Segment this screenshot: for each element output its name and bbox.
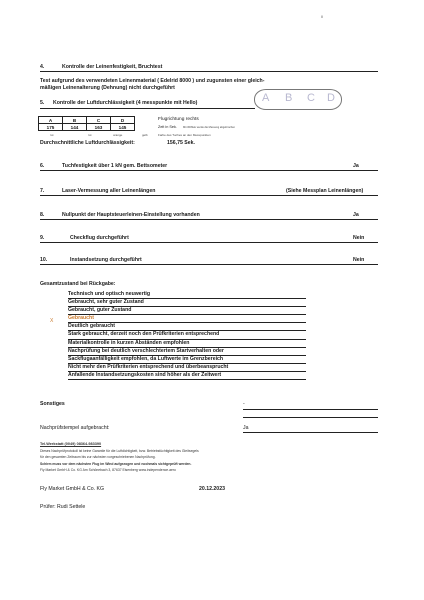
- sonstiges-label: Sonstiges: [40, 401, 65, 407]
- sonstiges-line-2: [243, 417, 378, 418]
- color-c: orange: [113, 133, 123, 137]
- company-address: Fly Market GmbH & Co. KG Am Schönebach 3, 87637 Eisenberg www.independence.aero: [40, 468, 176, 472]
- color-d: gelb: [142, 133, 148, 137]
- section-10-number: 10.: [40, 257, 48, 263]
- section-9-title: Checkflug durchgeführt: [70, 235, 129, 241]
- point-letter-c: C: [307, 92, 315, 104]
- section-6-number: 6.: [40, 163, 45, 169]
- section-4-divider: [40, 71, 378, 72]
- condition-item: Deutlich gebraucht: [68, 323, 306, 331]
- section-8-divider: [40, 219, 378, 220]
- section-5-number: 5.: [40, 100, 45, 106]
- disclaimer-line-2: für den gesamten Zeitraum bis zur nächsten vorgeschriebenen Nachprüfung.: [40, 455, 156, 459]
- condition-item: Nachprüfung bei deutlich verschlechtertem Startverhalten oder: [68, 348, 306, 356]
- color-a: rot: [50, 133, 54, 137]
- company-name: Fly Market GmbH & Co. KG: [40, 486, 104, 492]
- sonstiges-value: -: [243, 401, 245, 407]
- section-6-title: Tuchfestigkeit über 1 kN gem. Bettsometer: [62, 163, 168, 169]
- permeability-table: [38, 116, 135, 131]
- section-9-divider: [40, 242, 378, 243]
- header-a: A: [39, 117, 63, 124]
- stamp-value: Ja: [243, 425, 249, 431]
- section-4-text-2: mäßigen Leinenalterung (Dehnung) nicht durchgeführt: [40, 85, 175, 91]
- corner-mark: II: [321, 14, 324, 19]
- section-7-title: Laser-Vermessung aller Leinenlängen: [62, 188, 156, 194]
- section-5-title: Kontrolle der Luftdurchlässigkeit (4 messpunkte mit Hello): [53, 100, 198, 106]
- color-note: Farbe des Tuches an den Messpunkten: [158, 133, 211, 137]
- workshop-phone: Tel.Werkstatt (0049) 08364-983390: [40, 442, 102, 446]
- header-c: C: [87, 117, 111, 124]
- condition-item: Nicht mehr den Prüfkriterien entsprechend und überbeansprucht: [68, 364, 306, 372]
- condition-item: Sackflugaanfälligkeit empfohlen, da Luftwerte im Grenzbereich: [68, 356, 306, 364]
- section-7-divider: [40, 195, 378, 196]
- condition-item: Technisch und optisch neuwertig: [68, 291, 306, 299]
- inspector-name: Prüfer: Rudi Settele: [40, 504, 86, 510]
- avg-permeability-value: 156,75 Sek.: [167, 140, 195, 146]
- stamp-label: Nachprüfstempel aufgebracht:: [40, 425, 110, 431]
- value-d: 145: [111, 124, 135, 131]
- report-date: 20.12.2023: [199, 486, 225, 492]
- value-a: 175: [39, 124, 63, 131]
- sonstiges-line-1: [243, 409, 378, 410]
- section-10-divider: [40, 264, 378, 265]
- header-d: D: [111, 117, 135, 124]
- condition-item-selected: Gebraucht: [68, 315, 306, 323]
- permeability-value-row: [39, 124, 135, 131]
- section-4-text-1: Test aufgrund des verwendeten Leinenmaterial ( Edelrid 8000 ) und zugunsten einer gleich-: [40, 78, 265, 84]
- section-5-divider: [40, 108, 255, 109]
- flight-direction: Flugrichtung rechts: [158, 117, 199, 122]
- condition-item: Anfallende Instandsetzungskosten sind höher als der Zeitwert: [68, 372, 306, 380]
- condition-item: Gebraucht, sehr guter Zustand: [68, 299, 306, 307]
- time-unit: Zeit in Sek.: [158, 125, 177, 129]
- condition-item: Gebraucht, guter Zustand: [68, 307, 306, 315]
- header-b: B: [63, 117, 87, 124]
- section-6-answer: Ja: [353, 163, 359, 169]
- disclaimer-line-3: Schirm muss vor dem nächsten Flug im Wind aufgezogen und nochmals sichtgeprüft werden.: [40, 462, 192, 466]
- color-b: rot: [88, 133, 92, 137]
- section-8-number: 8.: [40, 212, 45, 218]
- value-c: 163: [87, 124, 111, 131]
- section-10-answer: Nein: [353, 257, 365, 263]
- condition-item: Materialkontrolle in kurzen Abständen empfohlen: [68, 340, 306, 348]
- section-4-title: Kontrolle der Leinenfestigkeit, Bruchtest: [62, 64, 163, 70]
- disclaimer-line-1: Dieses Nachprüfprotokoll ist keine Garantie für die Luftdichtigkeit, bzw. Betriebstüchtigkeit des Gleitsegels: [40, 449, 199, 453]
- avg-permeability-label: Durchschnittliche Luftdurchlässigkeit:: [40, 140, 135, 146]
- value-b: 144: [63, 124, 87, 131]
- overall-condition-title: Gesamtzustand bei Rückgabe:: [40, 281, 116, 287]
- permeability-header-row: [39, 117, 135, 124]
- section-9-number: 9.: [40, 235, 45, 241]
- abort-note: Mit 300Sek wurde die Messung abgebrochen: [183, 126, 236, 129]
- section-4-number: 4.: [40, 64, 45, 70]
- selected-mark: X: [50, 318, 54, 324]
- point-letter-a: A: [262, 92, 270, 104]
- point-letter-d: D: [327, 92, 335, 104]
- section-8-title: Nullpunkt der Hauptsteuerleinen-Einstellung vorhanden: [62, 212, 200, 218]
- section-9-answer: Nein: [353, 235, 365, 241]
- condition-item: Stark gebraucht, derzeit noch den Prüfkriterien entsprechend: [68, 331, 306, 339]
- point-letter-b: B: [285, 92, 293, 104]
- section-7-number: 7.: [40, 188, 45, 194]
- section-10-title: Instandsetzung durchgeführt: [70, 257, 142, 263]
- stamp-line: [243, 432, 378, 433]
- section-8-answer: Ja: [353, 212, 359, 218]
- condition-list: [68, 291, 306, 380]
- section-6-divider: [40, 170, 378, 171]
- section-7-answer: (Siehe Messplan Leinenlängen): [286, 188, 364, 194]
